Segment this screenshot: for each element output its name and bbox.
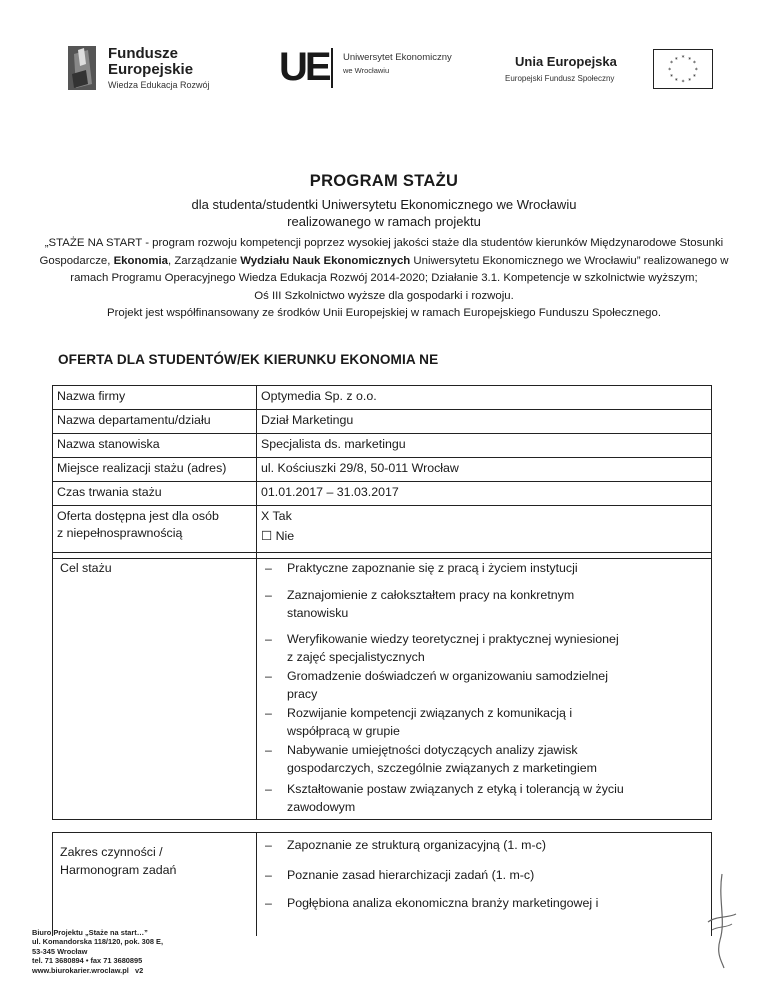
fundusze-europejskie-icon — [66, 44, 98, 92]
project-description — [30, 235, 738, 323]
intro-ekonomia: Ekonomia — [113, 254, 169, 267]
scope-text: Zapoznanie ze strukturą organizacyjną (1. m-c) — [287, 838, 546, 852]
option-yes: X Tak — [261, 509, 292, 523]
list-item — [265, 668, 692, 703]
goal-text: Weryfikowanie wiedzy teoretycznej i praktycznej wyniesionej — [287, 632, 619, 646]
subtitle-line2: realizowanego w ramach projektu — [287, 214, 481, 229]
list-item — [265, 781, 692, 816]
goal-text: Kształtowanie postaw związanych z etyką i tolerancją w życiu — [287, 782, 624, 796]
goal-text: gospodarczych, szczególnie związanych z marketingiem — [287, 760, 597, 775]
scope-label — [53, 833, 257, 936]
logo-fundusze-europejskie — [66, 44, 246, 96]
svg-text:*: * — [688, 57, 692, 64]
eu-title: Unia Europejska — [515, 54, 617, 69]
list-item — [265, 631, 692, 666]
eu-flag-icon — [653, 49, 713, 89]
goal-text: stanowisku — [287, 605, 349, 620]
goal-label: Cel stażu — [53, 553, 257, 819]
info-label: Nazwa firmy — [53, 386, 257, 409]
svg-text:*: * — [694, 67, 698, 74]
list-item — [265, 895, 692, 913]
list-item — [265, 705, 692, 740]
info-value: Optymedia Sp. z o.o. — [261, 389, 377, 403]
offer-heading: OFERTA DLA STUDENTÓW/EK KIERUNKU EKONOMIA NE — [58, 352, 439, 367]
internship-info-table — [52, 385, 712, 559]
ue-city: we Wrocławiu — [343, 66, 390, 75]
scope-text: Poznanie zasad hierarchizacji zadań (1. m-c) — [287, 868, 535, 882]
footer-line1: Biuro Projektu „Staże na start…” — [32, 928, 148, 937]
info-label: Miejsce realizacji stażu (adres) — [53, 458, 257, 481]
dash-bullet: – — [265, 588, 272, 602]
fe-program-name: Wiedza Edukacja Rozwój — [108, 80, 210, 90]
info-value: Specjalista ds. marketingu — [261, 437, 406, 451]
scope-section — [52, 832, 712, 936]
svg-text:*: * — [670, 61, 674, 68]
goal-text: Gromadzenie doświadczeń w organizowaniu samodzielnej — [287, 669, 608, 683]
scope-label-line1: Zakres czynności / — [60, 845, 163, 859]
ue-name: Uniwersytet Ekonomiczny — [343, 52, 452, 63]
svg-text:*: * — [674, 57, 678, 64]
goal-list — [257, 553, 711, 819]
svg-text:*: * — [681, 55, 685, 62]
disability-label-line1: Oferta dostępna jest dla osób — [57, 509, 219, 523]
goal-text: pracy — [287, 686, 318, 701]
list-item — [265, 837, 692, 855]
info-value: 01.01.2017 – 31.03.2017 — [261, 485, 399, 499]
footer-line2: ul. Komandorska 118/120, pok. 308 E, — [32, 937, 164, 947]
fe-name-line1: Fundusze — [108, 45, 178, 62]
footer-line5 — [32, 966, 163, 975]
option-no-label: Nie — [275, 529, 295, 543]
list-item — [265, 742, 692, 777]
svg-text:*: * — [681, 80, 685, 87]
option-no — [261, 528, 707, 545]
footer-url: www.biurokarier.wroclaw.pl — [32, 965, 129, 975]
goal-text: zawodowym — [287, 799, 356, 814]
dash-bullet: – — [265, 706, 272, 720]
goal-section — [52, 552, 712, 820]
goal-text: Nabywanie umiejętności dotyczących analizy zjawisk — [287, 743, 578, 757]
dash-bullet: – — [265, 669, 272, 683]
intro-text-c: , Zarządzanie — [168, 254, 241, 267]
logo-unia-europejska — [505, 44, 720, 94]
svg-text:*: * — [692, 74, 696, 81]
list-item — [265, 587, 692, 622]
footer-line4: tel. 71 3680894 • fax 71 3680895 — [32, 956, 143, 966]
svg-text:*: * — [692, 61, 696, 68]
dash-bullet: – — [265, 561, 272, 575]
svg-text:*: * — [670, 74, 674, 81]
table-row — [53, 458, 711, 482]
dash-bullet: – — [265, 743, 272, 757]
eu-subtitle: Europejski Fundusz Społeczny — [505, 74, 615, 83]
disability-options — [257, 506, 711, 558]
fe-name-line2: Europejskie — [108, 61, 194, 78]
info-label: Nazwa stanowiska — [53, 434, 257, 457]
dash-bullet: – — [265, 632, 272, 646]
dash-bullet: – — [265, 868, 272, 882]
scope-label-line2: Harmonogram zadań — [60, 863, 177, 877]
dash-bullet: – — [265, 896, 272, 910]
goal-text: Zaznajomienie z całokształtem pracy na konkretnym — [287, 588, 575, 602]
table-row — [53, 482, 711, 506]
disability-label — [53, 506, 257, 558]
dash-bullet: – — [265, 782, 272, 796]
table-row — [53, 386, 711, 410]
list-item — [265, 867, 692, 885]
footer-contact — [32, 928, 163, 975]
goal-text: Rozwijanie kompetencji związanych z komunikacją i — [287, 706, 573, 720]
intro-text-e: Uniwersytetu Ekonomicznego we Wrocławiu” realizowanego w ramach Programu Operacyjnego Wiedza Edukacja Rozwój 2014-2020; Działanie 3.1. Kompetencje w szkolnictwie wyższym; — [70, 254, 729, 285]
ue-logo-mark: UE — [279, 45, 329, 89]
signature-mark-icon — [700, 870, 740, 970]
intro-wydzial: Wydziału Nauk Ekonomicznych — [240, 254, 411, 267]
dash-bullet: – — [265, 838, 272, 852]
info-label: Czas trwania stażu — [53, 482, 257, 505]
goal-text: Praktyczne zapoznanie się z pracą i życiem instytucji — [287, 561, 578, 575]
svg-text:*: * — [688, 78, 692, 85]
table-row — [53, 434, 711, 458]
goal-text: współpracą w grupie — [287, 723, 400, 738]
intro-text-g: Projekt jest współfinansowany ze środków Unii Europejskiej w ramach Europejskiego Funduszu Społecznego. — [107, 307, 661, 320]
footer-line3: 53-345 Wrocław — [32, 946, 88, 956]
info-value: Dział Marketingu — [261, 413, 354, 427]
svg-text:*: * — [668, 67, 672, 74]
intro-text-f: Oś III Szkolnictwo wyższe dla gospodarki i rozwoju. — [254, 289, 514, 302]
ue-logo-divider — [331, 48, 333, 88]
list-item — [265, 560, 692, 578]
footer-version: v2 — [134, 965, 144, 975]
page-title: PROGRAM STAŻU — [309, 172, 459, 190]
scope-text: Pogłębiona analiza ekonomiczna branży marketingowej i — [287, 896, 599, 910]
subtitle-line1: dla studenta/studentki Uniwersytetu Ekonomicznego we Wrocławiu — [191, 197, 577, 212]
checkbox-empty-icon: ☐ — [261, 529, 273, 543]
disability-label-line2: z niepełnosprawnością — [57, 526, 183, 540]
goal-text: z zajęć specjalistycznych — [287, 649, 425, 664]
table-row — [53, 410, 711, 434]
scope-list — [257, 833, 711, 936]
intro-text-a: „STAŻE NA START - program rozwoju kompetencji poprzez wysokiej jakości staże dla studentów kierunków Międzynarodowe Stosunki Gospodarcze, — [39, 237, 724, 267]
info-value: ul. Kościuszki 29/8, 50-011 Wrocław — [261, 461, 459, 475]
info-label: Nazwa departamentu/działu — [53, 410, 257, 433]
svg-text:*: * — [674, 78, 678, 85]
logo-uniwersytet-ekonomiczny — [279, 44, 499, 94]
